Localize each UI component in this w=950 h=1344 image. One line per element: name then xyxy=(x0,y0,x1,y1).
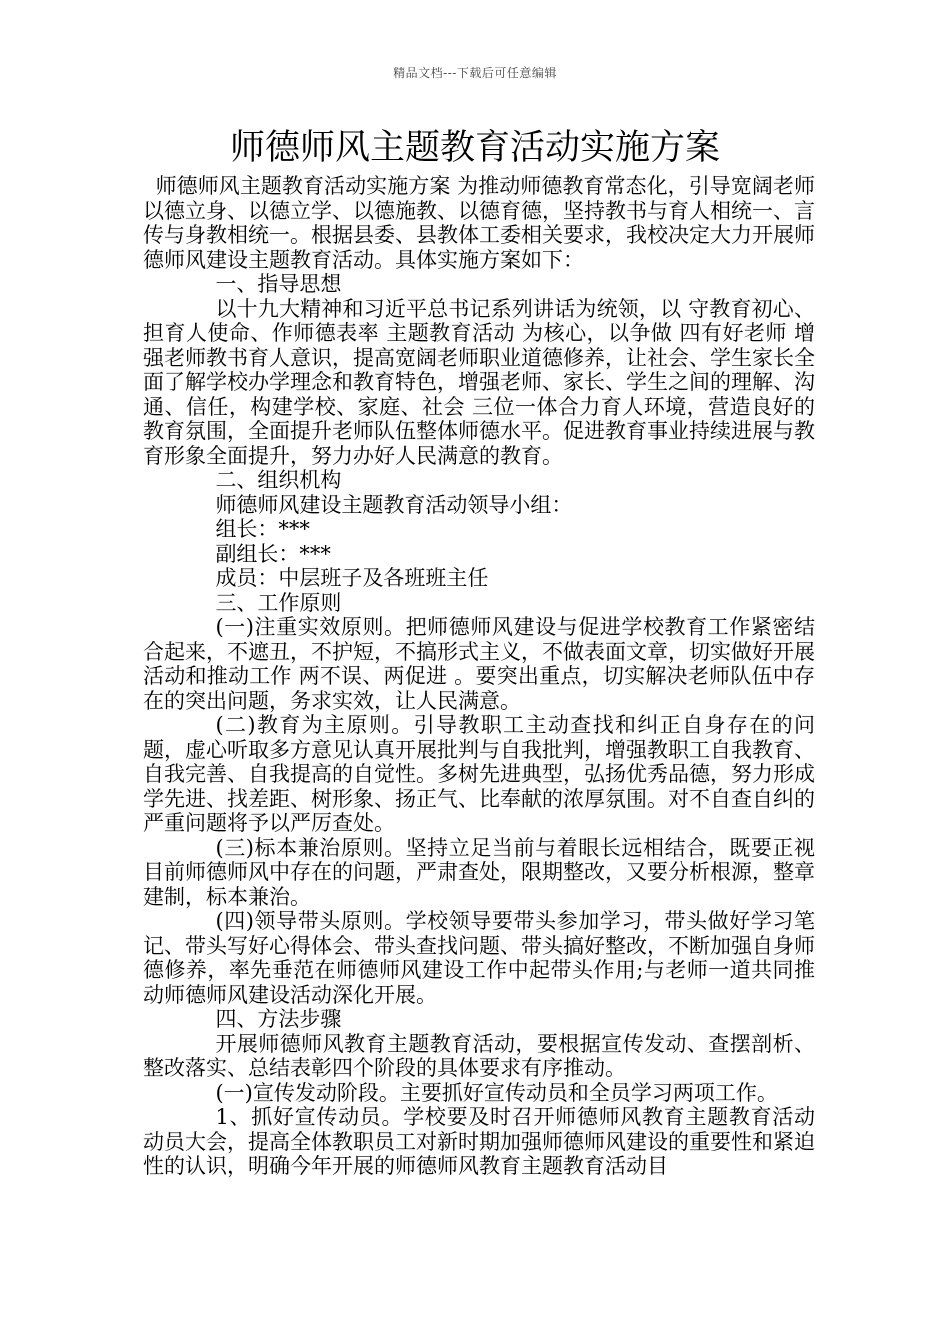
leadership-group-line: 师德师风建设主题教育活动领导小组： xyxy=(215,492,573,517)
document-title: 师德师风主题教育活动实施方案 xyxy=(229,128,720,168)
principle-4-paragraph: (四)领导带头原则。学校领导要带头参加学习，带头做好学习笔记、带头写好心得体会、带头查找问题、带头搞好整改，不断加强自身师德修养，率先垂范在师德师风建设工作中起带头作用;与老师一道共同推动师德师风建设活动深化开展。 xyxy=(143,909,815,1007)
intro-paragraph: 师德师风主题教育活动实施方案 为推动师德教育常态化，引导宽阔老师以德立身、以德立学、以德施教、以德育德，坚持教书与育人相统一、言传与身教相统一。根据县委、县教体工委相关要求，我校决定大力开展师德师风建设主题教育活动。具体实施方案如下： xyxy=(143,174,815,272)
section-heading-organization: 二、组织机构 xyxy=(215,468,342,492)
section-heading-principles: 三、工作原则 xyxy=(215,590,342,615)
principle-3-paragraph: (三)标本兼治原则。坚持立足当前与着眼长远相结合，既要正视目前师德师风中存在的问题，严肃查处，限期整改，又要分析根源，整章建制，标本兼治。 xyxy=(143,835,815,909)
members-line: 成员：中层班子及各班班主任 xyxy=(215,566,489,590)
step-1-paragraph: (一)宣传发动阶段。主要抓好宣传动员和全员学习两项工作。 xyxy=(215,1080,778,1105)
document-body xyxy=(143,174,815,1179)
guiding-ideology-paragraph: 以十九大精神和习近平总书记系列讲话为统领，以 守教育初心、担育人使命、作师德表率 主题教育活动 为核心，以争做 四有好老师 增强老师教书育人意识，提高宽阔老师职业道德修养，让社会、学生家长全面了解学校办学理念和教育特色，增强老师、家长、学生之间的理解、沟通、信任，构建学校、家庭、社会 三位一体合力育人环境，营造良好的教育氛围，全面提升老师队伍整体师德水平。促进教育事业持续进展与教育形象全面提升，努力办好人民满意的教育。 xyxy=(143,296,815,468)
principle-1-paragraph: (一)注重实效原则。把师德师风建设与促进学校教育工作紧密结合起来，不遮丑，不护短，不搞形式主义，不做表面文章，切实做好开展活动和推动工作 两不误、两促进 。要突出重点，切实解决老师队伍中存在的突出问题，务求实效，让人民满意。 xyxy=(143,615,815,713)
running-header: 精品文档---下载后可任意编辑 xyxy=(393,66,557,80)
section-heading-guiding-ideology: 一、指导思想 xyxy=(215,272,342,296)
group-leader-line: 组长：*** xyxy=(215,517,310,541)
deputy-leader-line: 副组长：*** xyxy=(215,541,331,566)
steps-intro-paragraph: 开展师德师风教育主题教育活动，要根据宣传发动、查摆剖析、整改落实、总结表彰四个阶段的具体要求有序推动。 xyxy=(143,1031,815,1080)
section-heading-steps: 四、方法步骤 xyxy=(215,1007,342,1031)
principle-2-paragraph: (二)教育为主原则。引导教职工主动查找和纠正自身存在的问题，虚心听取多方意见认真开展批判与自我批判，增强教职工自我教育、自我完善、自我提高的自觉性。多树先进典型，弘扬优秀品德，努力形成学先进、找差距、树形象、扬正气、比奉献的浓厚氛围。对不自查自纠的严重问题将予以严厉查处。 xyxy=(143,713,815,835)
step-1-item-1-paragraph: 1、抓好宣传动员。学校要及时召开师德师风教育主题教育活动动员大会，提高全体教职员工对新时期加强师德师风建设的重要性和紧迫性的认识，明确今年开展的师德师风教育主题教育活动目 xyxy=(143,1105,815,1178)
